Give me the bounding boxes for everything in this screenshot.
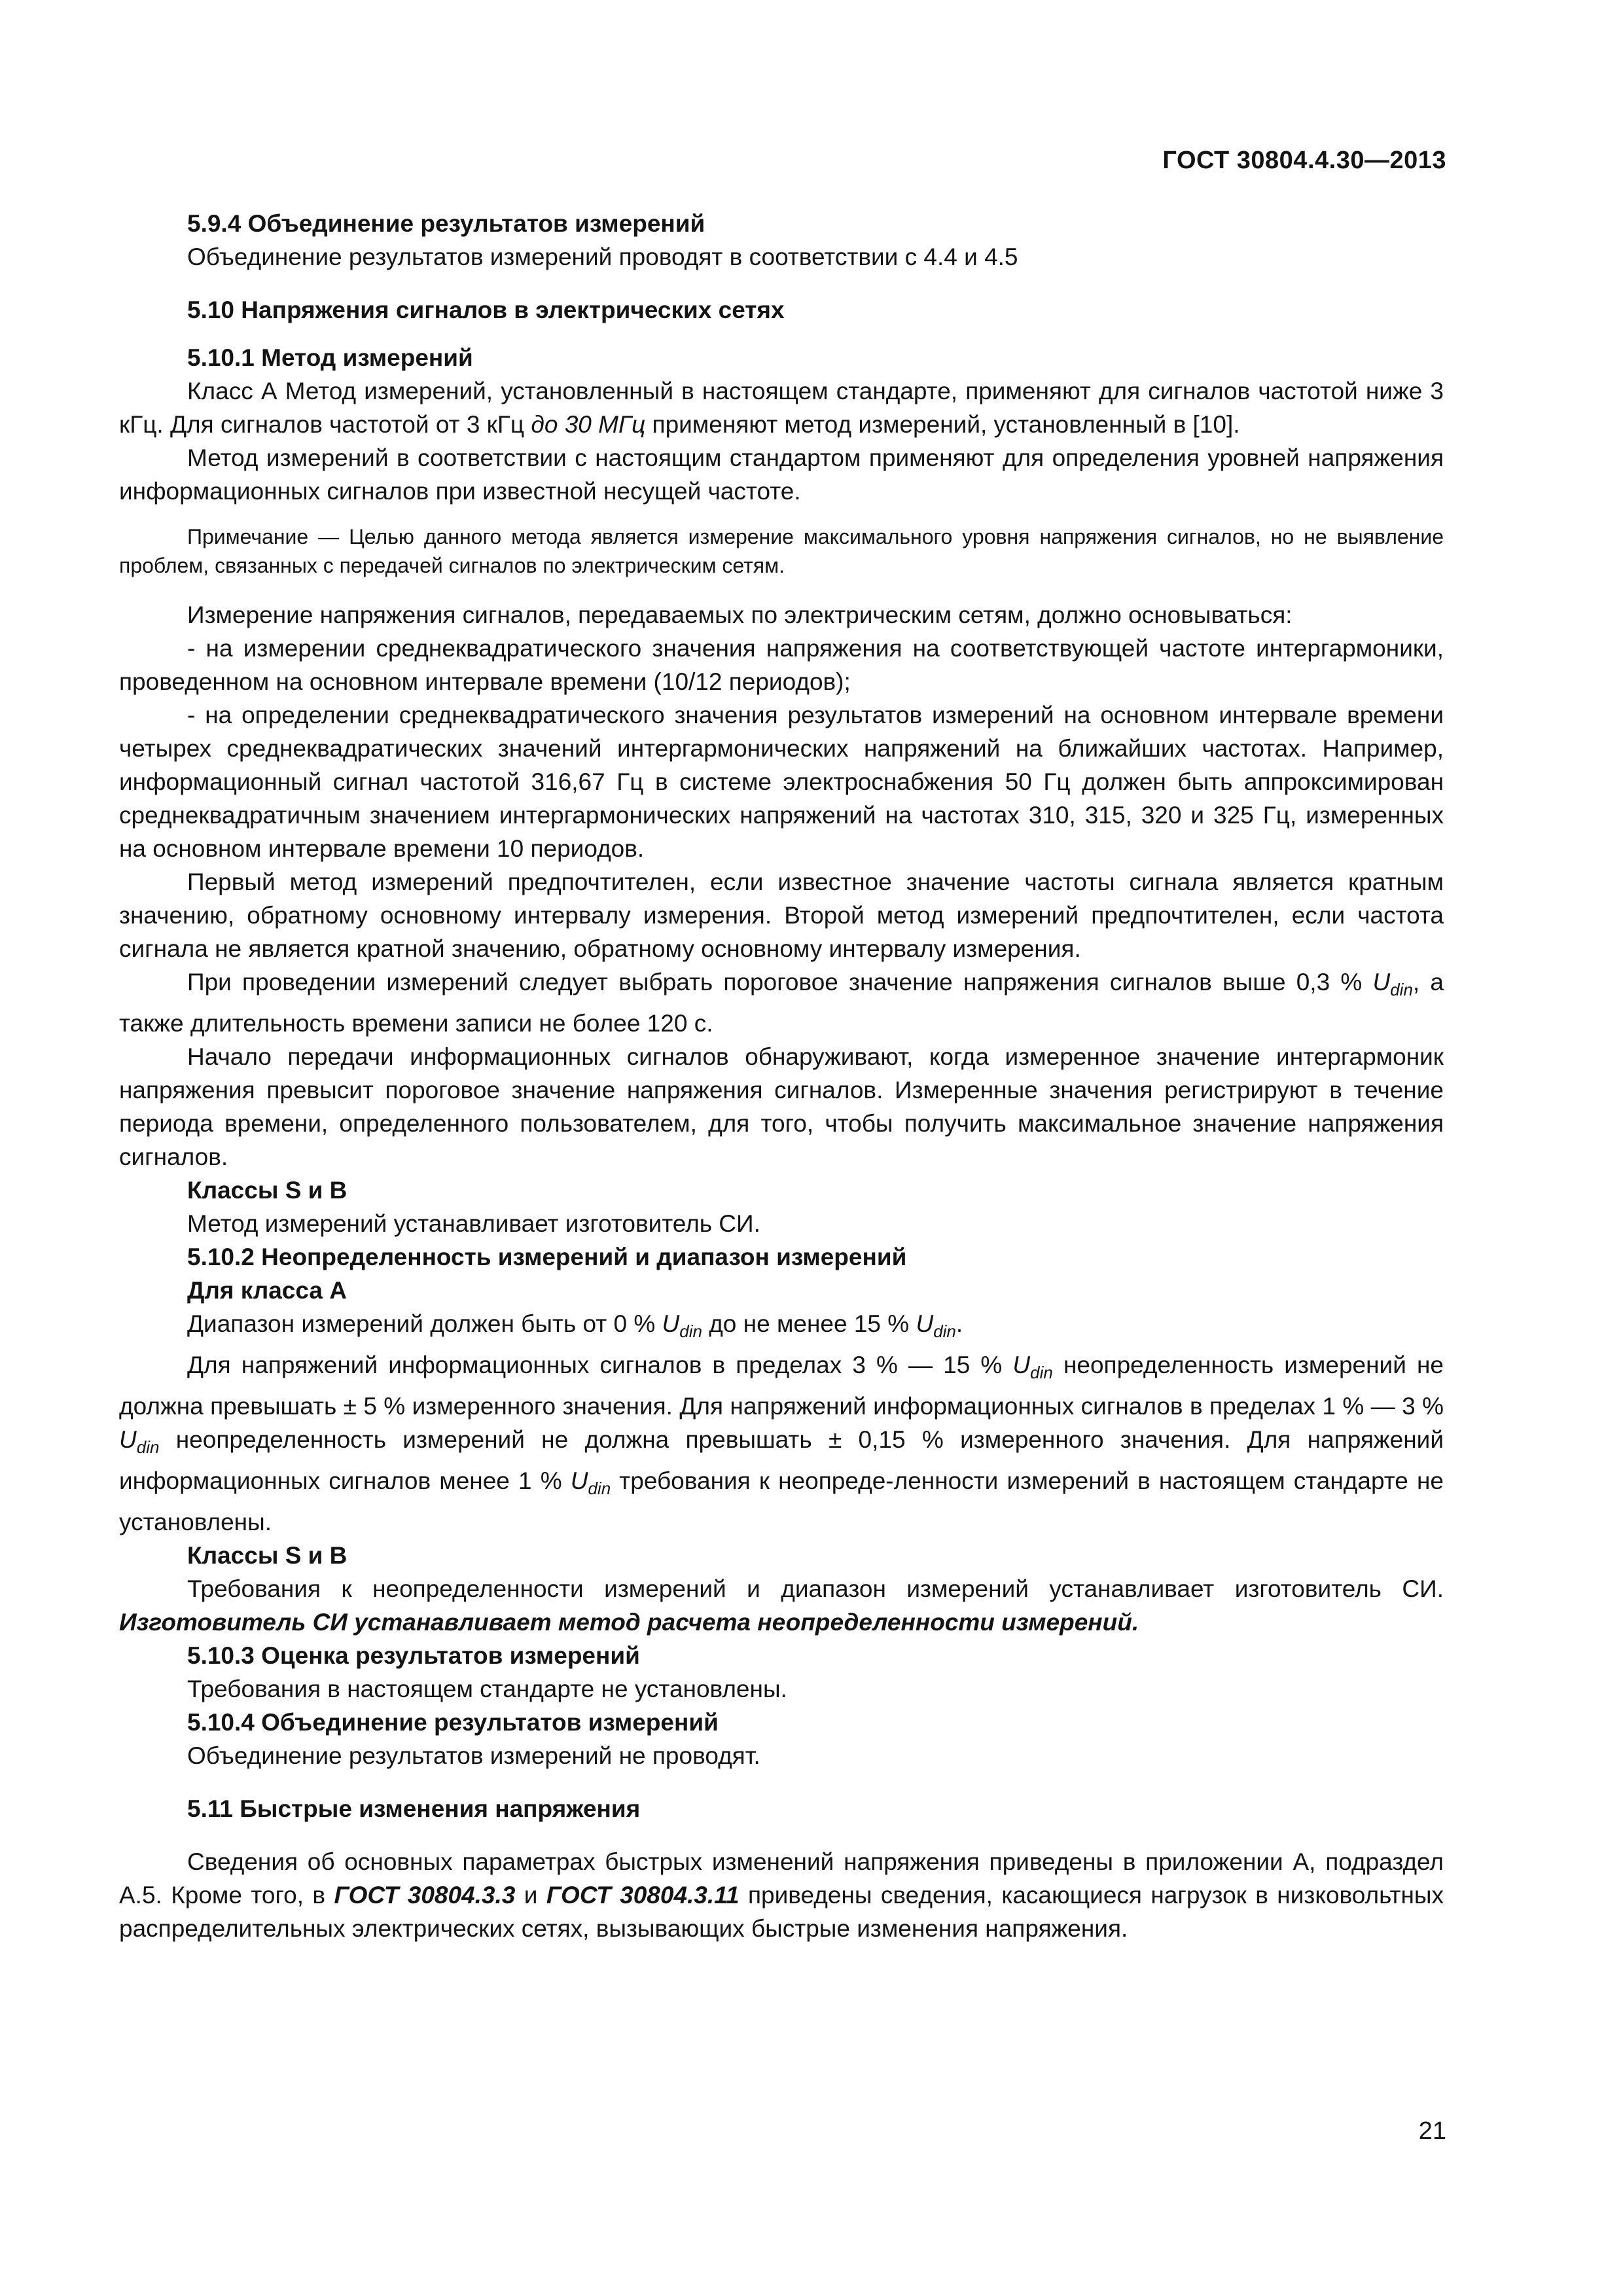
text-run: до не менее 15 %	[702, 1310, 916, 1337]
text-run: неопределенность измерений не должна превышать ± 0,15 % измеренного значения. Для напряжений информационных сигналов менее 1 %	[119, 1426, 1444, 1494]
text-run: Требования к неопределенности измерений и диапазон измерений устанавливает изготовитель СИ.	[187, 1575, 1444, 1602]
section-5-10-4-text: Объединение результатов измерений не проводят.	[187, 1742, 760, 1769]
text-run: неопределенность измерений не должна превышать ± 5 % измеренного значения. Для напряжений информационных сигналов в пределах 1 % — 3 %	[119, 1352, 1444, 1420]
section-5-10-3-text: Требования в настоящем стандарте не установлены.	[187, 1676, 787, 1702]
paragraph-rapid-changes	[119, 1845, 1444, 1945]
symbol-u: U	[1372, 969, 1391, 996]
section-5-10-3-heading: 5.10.3 Оценка результатов измерений	[187, 1642, 640, 1669]
section-5-11-heading: 5.11 Быстрые изменения напряжения	[187, 1795, 641, 1822]
paragraph-method-preference: Первый метод измерений предпочтителен, если известное значение частоты сигнала является кратным значению, обратному основному интервалу измерения. Второй метод измерений предпочтителен, если частота сигнала не является кратной значению, обратному основному интервалу измерения.	[119, 869, 1444, 962]
text-run: Диапазон измерений должен быть от 0 %	[187, 1310, 662, 1337]
paragraph-class-a-method	[119, 374, 1444, 441]
paragraph-uncertainty	[119, 1348, 1444, 1539]
paragraph-measurement-basis: Измерение напряжения сигналов, передаваемых по электрическим сетям, должно основываться:	[187, 601, 1293, 628]
text-run: требования к неопреде-ленности измерений в настоящем стандарте не установлены.	[119, 1467, 1444, 1535]
classes-s-b-heading: Классы S и В	[187, 1177, 348, 1204]
italic-run: до 30 МГц	[531, 411, 646, 438]
paragraph-range	[119, 1307, 1444, 1348]
standard-reference: ГОСТ 30804.3.11	[546, 1882, 740, 1909]
section-5-10-2-heading: 5.10.2 Неопределенность измерений и диапазон измерений	[187, 1244, 907, 1270]
section-5-10-heading: 5.10 Напряжения сигналов в электрических сетях	[187, 296, 785, 323]
paragraph-detection: Начало передачи информационных сигналов обнаруживают, когда измеренное значение интергармоник напряжения превысит пороговое значение напряжения сигналов. Измеренные значения регистрируют в течение периода времени, определенного пользователем, для того, чтобы получить максимальное значение напряжения сигналов.	[119, 1043, 1444, 1170]
symbol-subscript: din	[136, 1437, 160, 1457]
symbol-subscript: din	[1390, 980, 1413, 999]
page-number: 21	[1418, 2117, 1446, 2145]
text-run: Класс А Метод измерений, установленный в настоящем стандарте, применяют для сигналов частотой ниже 3 кГц. Для сигналов частотой от 3 кГц	[119, 378, 1444, 438]
symbol-u: U	[570, 1467, 588, 1494]
list-item-rms-determination: - на определении среднеквадратического значения результатов измерений на основном интервале времени четырех среднеквадратических значений интергармонических напряжений на ближайших частотах. Например, информационный сигнал частотой 316,67 Гц в системе электроснабжения 50 Гц должен быть аппроксимирован среднеквадратичным значением интергармонических напряжений на частотах 310, 315, 320 и 325 Гц, измеренных на основном интервале времени 10 периодов.	[119, 702, 1444, 862]
text-run: Сведения об основных параметрах быстрых изменений напряжения приведены в приложении А, подраздел А.5. Кроме того, в	[119, 1848, 1444, 1909]
section-5-9-4-heading: 5.9.4 Объединение результатов измерений	[187, 210, 705, 237]
text-run: Для напряжений информационных сигналов в пределах 3 % — 15 %	[187, 1352, 1013, 1378]
section-5-10-4-heading: 5.10.4 Объединение результатов измерений	[187, 1709, 719, 1736]
symbol-u: U	[1012, 1352, 1031, 1378]
text-run: , а также длительность времени записи не более 120 с.	[119, 969, 1444, 1037]
symbol-u: U	[662, 1310, 680, 1337]
text-run: При проведении измерений следует выбрать пороговое значение напряжения сигналов выше 0,3 %	[187, 969, 1373, 996]
bold-italic-run: Изготовитель СИ устанавливает метод расчета неопределенности измерений.	[119, 1609, 1139, 1636]
class-a-heading: Для класса А	[187, 1277, 347, 1304]
symbol-subscript: din	[1030, 1363, 1053, 1382]
paragraph-manufacturer-method: Метод измерений устанавливает изготовитель СИ.	[187, 1210, 760, 1237]
symbol-u: U	[916, 1310, 934, 1337]
symbol-subscript: din	[588, 1479, 611, 1498]
text-run: применяют метод измерений, установленный в [10].	[645, 411, 1240, 438]
standard-designation: ГОСТ 30804.4.30—2013	[1162, 147, 1446, 174]
note: Примечание — Целью данного метода является измерение максимального уровня напряжения сигналов, но не выявление проблем, связанных с передачей сигналов по электрическим сетям.	[119, 525, 1444, 577]
list-item-rms-measurement: - на измерении среднеквадратического значения напряжения на соответствующей частоте интергармоники, проведенном на основном интервале времени (10/12 периодов);	[119, 635, 1444, 695]
paragraph-threshold	[119, 965, 1444, 1040]
classes-s-b-heading: Классы S и В	[187, 1542, 348, 1569]
standard-reference: ГОСТ 30804.3.3	[334, 1882, 516, 1909]
text-run: .	[955, 1310, 963, 1337]
symbol-subscript: din	[933, 1321, 956, 1341]
page-content	[119, 207, 1444, 1945]
paragraph-manufacturer-uncertainty	[119, 1572, 1444, 1639]
text-run: приведены сведения, касающиеся нагрузок в низковольтных распределительных электрических сетях, вызывающих быстрые изменения напряжения.	[119, 1882, 1444, 1942]
symbol-u: U	[119, 1426, 137, 1453]
paragraph-method-purpose: Метод измерений в соответствии с настоящим стандартом применяют для определения уровней напряжения информационных сигналов при известной несущей частоте.	[119, 444, 1444, 505]
section-5-9-4-text: Объединение результатов измерений проводят в соответствии с 4.4 и 4.5	[187, 243, 1018, 270]
section-5-10-1-heading: 5.10.1 Метод измерений	[187, 344, 473, 371]
text-run: и	[515, 1882, 546, 1909]
symbol-subscript: din	[679, 1321, 702, 1341]
